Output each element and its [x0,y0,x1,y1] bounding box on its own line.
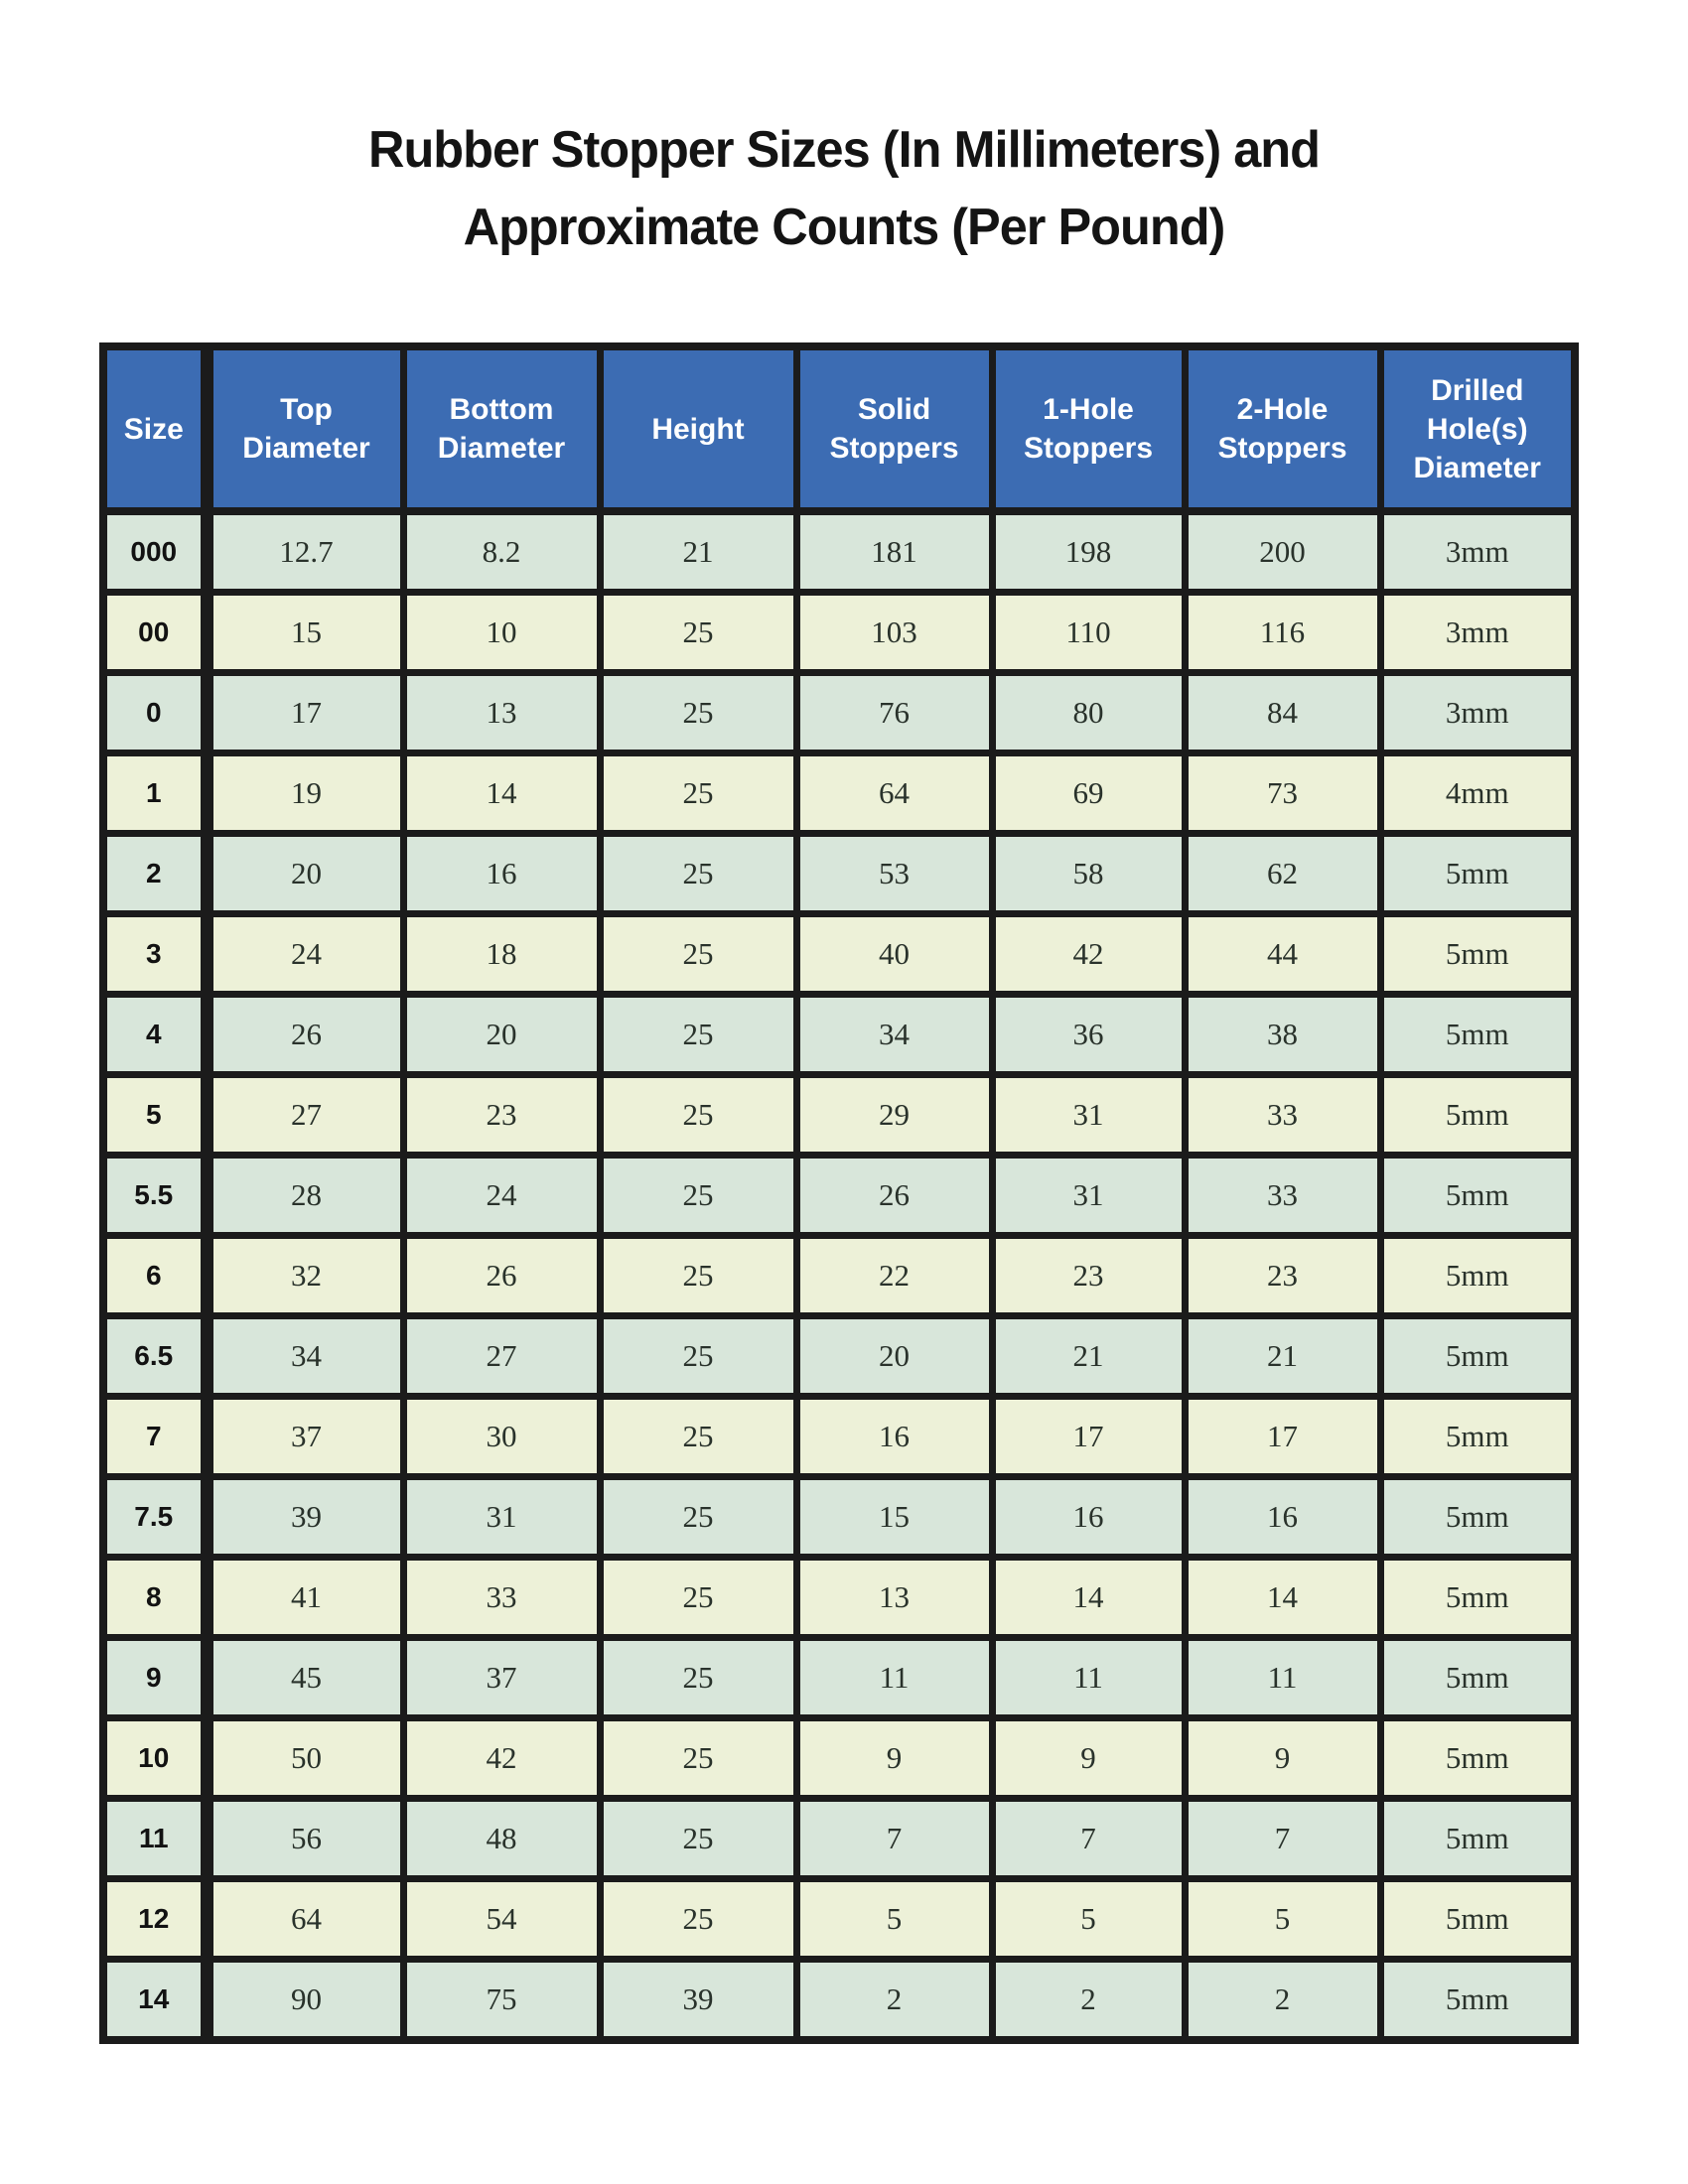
column-header-height: Height [600,346,796,511]
table-cell: 25 [600,593,796,673]
table-cell: 73 [1185,753,1380,834]
table-row [103,834,1575,914]
table-row [103,753,1575,834]
page-title-line2: Approximate Counts (Per Pound) [463,199,1225,256]
table-cell: 21 [1185,1316,1380,1397]
size-cell: 9 [103,1638,207,1718]
table-cell: 5mm [1380,1718,1575,1799]
table-cell: 13 [403,673,600,753]
table-cell: 23 [1185,1236,1380,1316]
table-cell: 32 [207,1236,403,1316]
table-header [103,346,1575,511]
table-cell: 41 [207,1558,403,1638]
table-cell: 17 [1185,1397,1380,1477]
table-cell: 64 [207,1879,403,1960]
size-cell: 6.5 [103,1316,207,1397]
table-cell: 48 [403,1799,600,1879]
table-cell: 27 [207,1075,403,1156]
table-cell: 18 [403,914,600,995]
table-cell: 14 [403,753,600,834]
table-cell: 5mm [1380,914,1575,995]
table-cell: 26 [796,1156,992,1236]
table-cell: 15 [796,1477,992,1558]
table-cell: 90 [207,1960,403,2041]
table-cell: 25 [600,1156,796,1236]
table-cell: 7 [796,1799,992,1879]
table-cell: 40 [796,914,992,995]
size-cell: 6 [103,1236,207,1316]
table-row [103,1638,1575,1718]
table-cell: 4mm [1380,753,1575,834]
table-cell: 42 [992,914,1185,995]
table-cell: 5mm [1380,1316,1575,1397]
table-cell: 14 [1185,1558,1380,1638]
table-cell: 36 [992,995,1185,1075]
table-cell: 116 [1185,593,1380,673]
table-cell: 14 [992,1558,1185,1638]
table-row [103,1558,1575,1638]
table-cell: 12.7 [207,511,403,593]
size-cell: 1 [103,753,207,834]
table-cell: 16 [992,1477,1185,1558]
table-cell: 33 [1185,1156,1380,1236]
table-cell: 53 [796,834,992,914]
table-cell: 5mm [1380,995,1575,1075]
table-row [103,1718,1575,1799]
table-cell: 39 [600,1960,796,2041]
table-cell: 25 [600,673,796,753]
table-cell: 7 [1185,1799,1380,1879]
size-cell: 8 [103,1558,207,1638]
table-row [103,511,1575,593]
table-cell: 50 [207,1718,403,1799]
table-row [103,1397,1575,1477]
table-cell: 26 [207,995,403,1075]
table-cell: 25 [600,1075,796,1156]
table-cell: 9 [992,1718,1185,1799]
table-cell: 25 [600,1477,796,1558]
size-cell: 4 [103,995,207,1075]
table-cell: 13 [796,1558,992,1638]
table-cell: 21 [600,511,796,593]
table-cell: 34 [207,1316,403,1397]
table-cell: 11 [1185,1638,1380,1718]
table-cell: 5 [992,1879,1185,1960]
table-cell: 31 [403,1477,600,1558]
table-cell: 33 [1185,1075,1380,1156]
table-cell: 11 [992,1638,1185,1718]
table-cell: 30 [403,1397,600,1477]
table-cell: 5mm [1380,1558,1575,1638]
table-cell: 5mm [1380,1960,1575,2041]
table-cell: 45 [207,1638,403,1718]
column-header-size: Size [103,346,207,511]
table-row [103,1156,1575,1236]
page-title [26,111,1663,266]
column-header-top-diameter: Top Diameter [207,346,403,511]
table-cell: 64 [796,753,992,834]
size-cell: 7 [103,1397,207,1477]
table-cell: 25 [600,1397,796,1477]
table-cell: 181 [796,511,992,593]
table-cell: 37 [207,1397,403,1477]
table-body [103,511,1575,2040]
table-cell: 20 [403,995,600,1075]
table-cell: 5 [1185,1879,1380,1960]
table-cell: 3mm [1380,593,1575,673]
table-row [103,1879,1575,1960]
table-cell: 110 [992,593,1185,673]
table-cell: 7 [992,1799,1185,1879]
table-cell: 54 [403,1879,600,1960]
column-header-bottom-diameter: Bottom Diameter [403,346,600,511]
table-cell: 25 [600,834,796,914]
table-cell: 24 [403,1156,600,1236]
size-cell: 5 [103,1075,207,1156]
table-cell: 26 [403,1236,600,1316]
table-cell: 11 [796,1638,992,1718]
table-cell: 2 [1185,1960,1380,2041]
size-cell: 12 [103,1879,207,1960]
table-cell: 2 [796,1960,992,2041]
table-cell: 16 [403,834,600,914]
table-cell: 20 [796,1316,992,1397]
table-cell: 33 [403,1558,600,1638]
table-cell: 25 [600,1638,796,1718]
table-cell: 38 [1185,995,1380,1075]
table-row [103,1236,1575,1316]
column-header-1-hole-stoppers: 1-Hole Stoppers [992,346,1185,511]
table-cell: 75 [403,1960,600,2041]
table-cell: 5mm [1380,834,1575,914]
table-cell: 5 [796,1879,992,1960]
table-cell: 5mm [1380,1236,1575,1316]
table-cell: 17 [992,1397,1185,1477]
table-cell: 28 [207,1156,403,1236]
table-cell: 8.2 [403,511,600,593]
table-cell: 24 [207,914,403,995]
table-cell: 58 [992,834,1185,914]
table-cell: 21 [992,1316,1185,1397]
table-cell: 17 [207,673,403,753]
table-cell: 56 [207,1799,403,1879]
table-cell: 103 [796,593,992,673]
table-cell: 3mm [1380,511,1575,593]
table-cell: 22 [796,1236,992,1316]
table-cell: 31 [992,1075,1185,1156]
table-cell: 2 [992,1960,1185,2041]
table-cell: 15 [207,593,403,673]
table-cell: 5mm [1380,1879,1575,1960]
table-cell: 23 [403,1075,600,1156]
size-cell: 000 [103,511,207,593]
table-cell: 80 [992,673,1185,753]
column-header-solid-stoppers: Solid Stoppers [796,346,992,511]
table-cell: 25 [600,1558,796,1638]
table-cell: 5mm [1380,1156,1575,1236]
table-cell: 25 [600,1316,796,1397]
table-row [103,593,1575,673]
table-cell: 39 [207,1477,403,1558]
size-cell: 10 [103,1718,207,1799]
table-cell: 25 [600,1718,796,1799]
column-header-2-hole-stoppers: 2-Hole Stoppers [1185,346,1380,511]
size-cell: 14 [103,1960,207,2041]
table-cell: 19 [207,753,403,834]
table-cell: 37 [403,1638,600,1718]
table-cell: 16 [796,1397,992,1477]
table-cell: 25 [600,995,796,1075]
size-cell: 0 [103,673,207,753]
size-cell: 11 [103,1799,207,1879]
size-cell: 2 [103,834,207,914]
table-cell: 3mm [1380,673,1575,753]
table-row [103,1075,1575,1156]
table-cell: 5mm [1380,1397,1575,1477]
table-row [103,1799,1575,1879]
table-cell: 9 [1185,1718,1380,1799]
table-cell: 25 [600,1879,796,1960]
table-cell: 27 [403,1316,600,1397]
table-header-row [103,346,1575,511]
table-cell: 5mm [1380,1638,1575,1718]
table-cell: 31 [992,1156,1185,1236]
page-title-line1: Rubber Stopper Sizes (In Millimeters) and [368,121,1320,179]
table-cell: 20 [207,834,403,914]
table-cell: 5mm [1380,1799,1575,1879]
column-header-drilled-hole-s-diameter: Drilled Hole(s) Diameter [1380,346,1575,511]
size-cell: 00 [103,593,207,673]
table-cell: 5mm [1380,1075,1575,1156]
table-row [103,1316,1575,1397]
table-cell: 44 [1185,914,1380,995]
table-row [103,1960,1575,2041]
table-cell: 16 [1185,1477,1380,1558]
size-cell: 5.5 [103,1156,207,1236]
size-cell: 7.5 [103,1477,207,1558]
table-cell: 10 [403,593,600,673]
table-cell: 200 [1185,511,1380,593]
table-cell: 25 [600,1236,796,1316]
size-cell: 3 [103,914,207,995]
table-cell: 69 [992,753,1185,834]
table-row [103,673,1575,753]
table-cell: 25 [600,753,796,834]
table-cell: 25 [600,914,796,995]
table-cell: 23 [992,1236,1185,1316]
table-cell: 76 [796,673,992,753]
table-row [103,1477,1575,1558]
table-row [103,995,1575,1075]
table-row [103,914,1575,995]
table-cell: 62 [1185,834,1380,914]
table-cell: 198 [992,511,1185,593]
table-cell: 84 [1185,673,1380,753]
table-cell: 42 [403,1718,600,1799]
table-cell: 29 [796,1075,992,1156]
table-cell: 25 [600,1799,796,1879]
table-cell: 34 [796,995,992,1075]
rubber-stopper-size-table [99,342,1579,2044]
table-cell: 5mm [1380,1477,1575,1558]
table-cell: 9 [796,1718,992,1799]
